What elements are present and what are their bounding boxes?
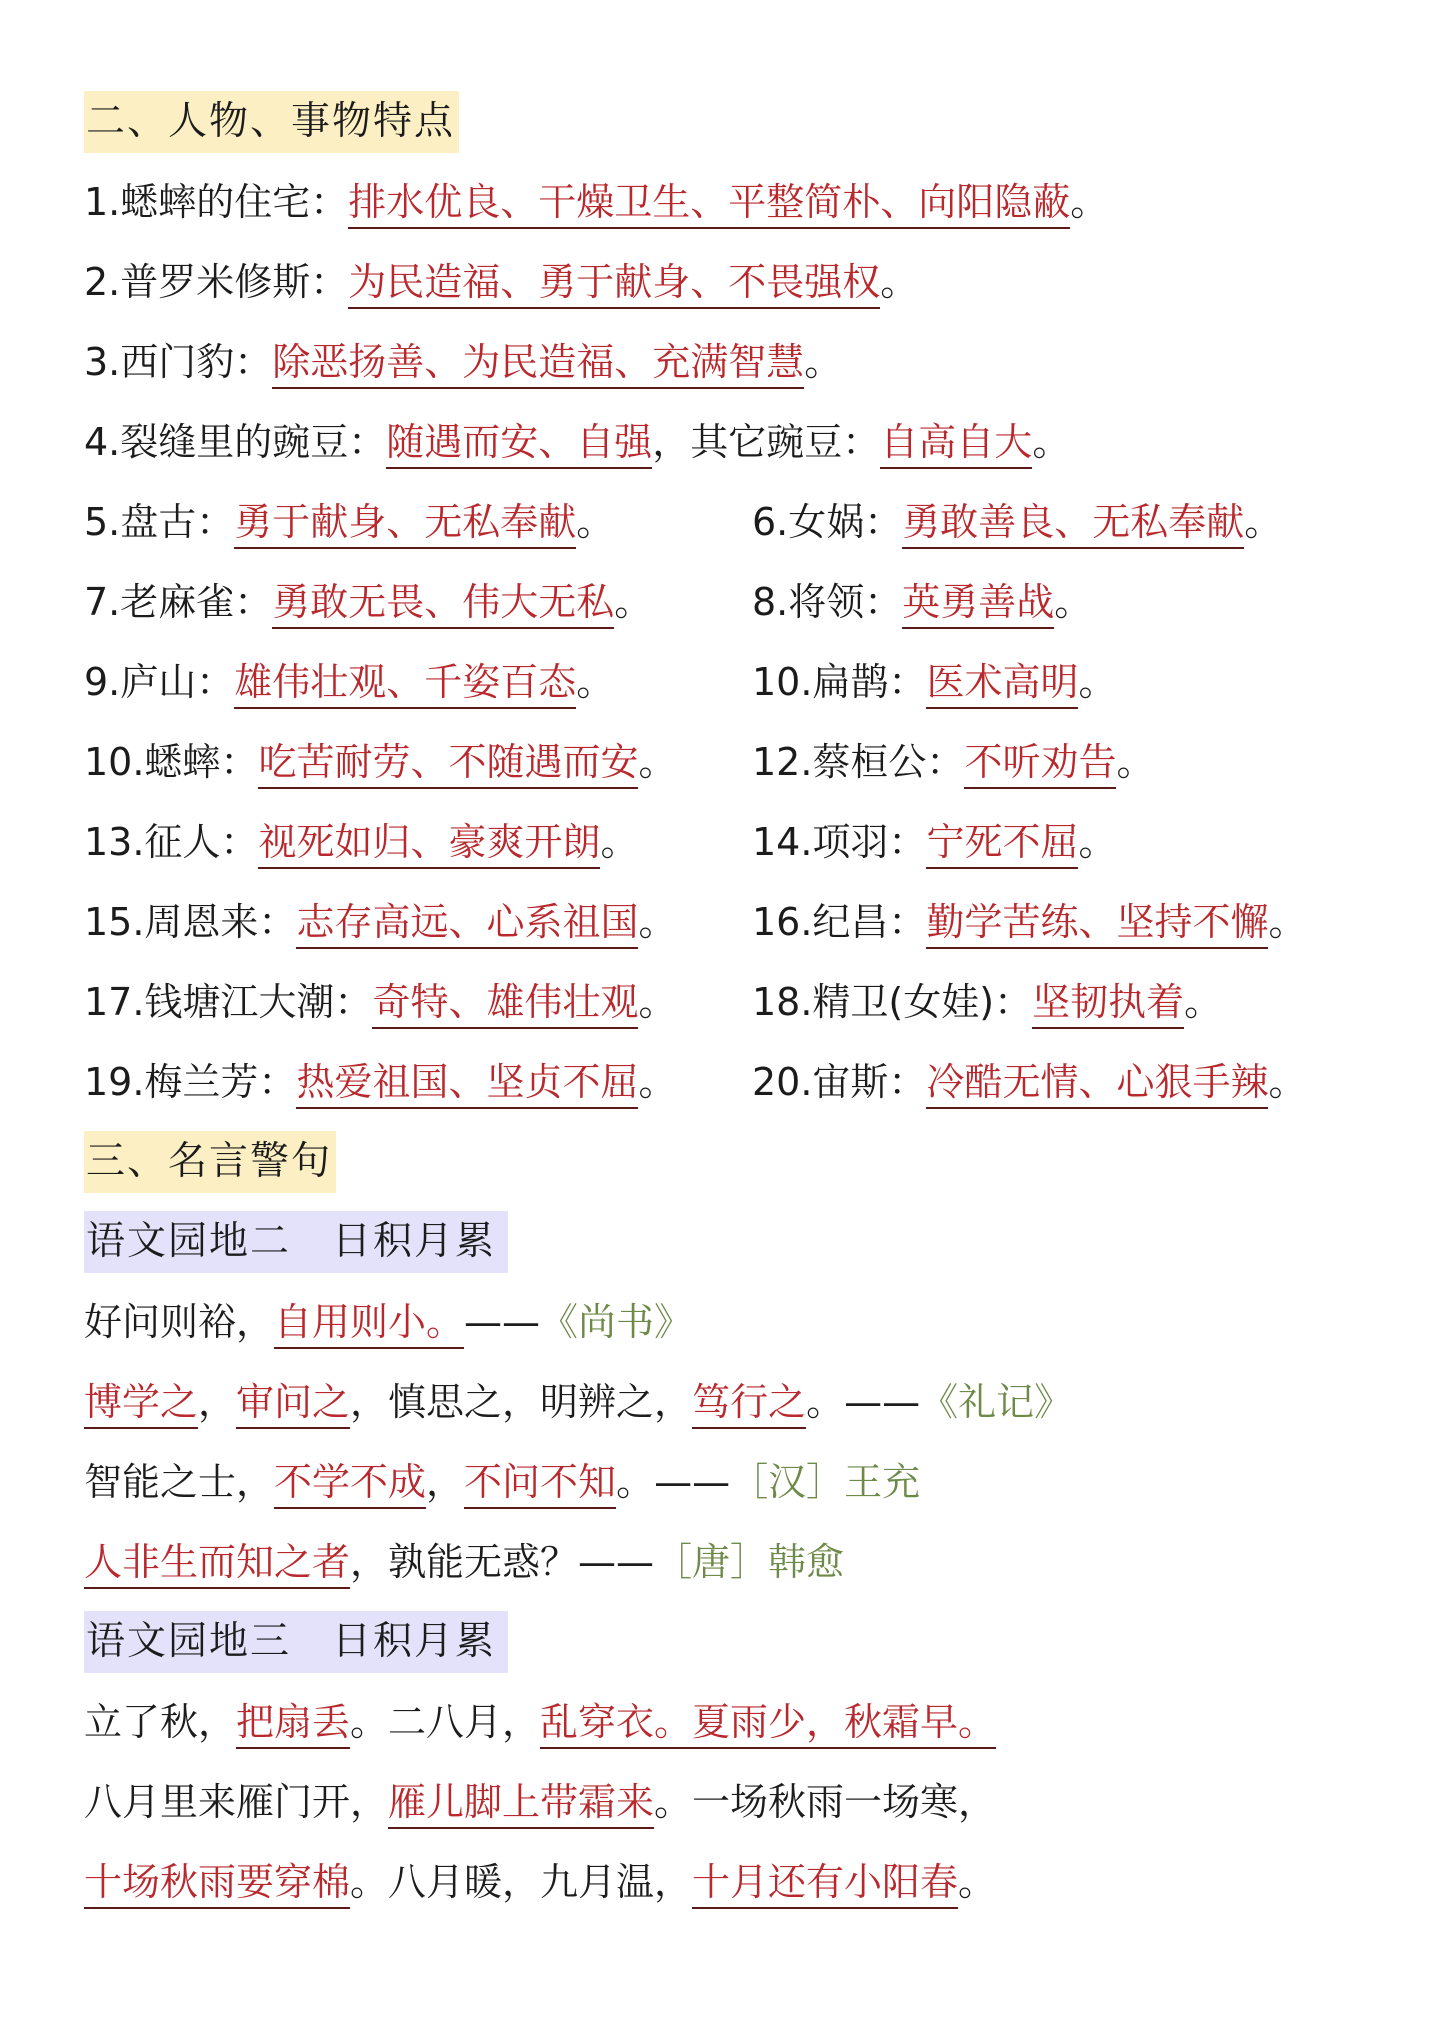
punctuation: 。: [638, 980, 677, 1024]
section-title: 三、名言警句: [84, 1131, 336, 1193]
trait-answer: 勇敢善良、无私奉献: [902, 500, 1244, 549]
quote-text: ——: [464, 1300, 541, 1344]
punctuation: 。: [1070, 180, 1109, 224]
trait-label: 4.裂缝里的豌豆：: [84, 420, 387, 464]
trait-entry: [752, 962, 1222, 1042]
trait-entry: [752, 802, 1116, 882]
section-2-header-row: [84, 82, 1414, 162]
trait-row: [84, 482, 1414, 562]
quote-text: 。——: [616, 1460, 731, 1504]
trait-entry: [752, 642, 1116, 722]
trait-entry: [752, 1042, 1306, 1122]
quote-text: 智能之士，: [84, 1460, 275, 1504]
trait-label: 3.西门豹：: [84, 340, 273, 384]
punctuation: 。: [1054, 580, 1093, 624]
quote-text: 。——: [806, 1380, 921, 1424]
quote-text: 八月里来雁门开，: [84, 1780, 389, 1824]
trait-entry: [84, 1060, 676, 1109]
punctuation: 。: [1116, 740, 1155, 784]
quotes-list: [84, 1202, 1414, 1922]
quote-text: 立了秋，: [84, 1700, 237, 1744]
trait-answer: 志存高远、心系祖国: [296, 900, 638, 949]
quote-answer: 不问不知: [464, 1460, 616, 1509]
punctuation: 。: [1078, 660, 1117, 704]
punctuation: 。: [638, 1060, 677, 1104]
quote-answer: 乱穿衣。夏雨少，秋霜早。: [540, 1700, 996, 1749]
trait-entry: [84, 980, 676, 1029]
punctuation: 。: [638, 900, 677, 944]
trait-label: 18.精卫(女娃)：: [752, 980, 1033, 1024]
trait-row: [84, 722, 1414, 802]
trait-entry: [84, 420, 1070, 469]
punctuation: 。: [600, 820, 639, 864]
punctuation: 。: [614, 580, 653, 624]
quote-source: ［汉］王充: [730, 1460, 921, 1504]
punctuation: 。: [576, 500, 615, 544]
quote-line: [84, 1442, 1414, 1522]
trait-label: 15.周恩来：: [84, 900, 297, 944]
trait-entry: [84, 340, 842, 389]
trait-row: [84, 562, 1414, 642]
punctuation: 。: [1078, 820, 1117, 864]
trait-answer: 排水优良、干燥卫生、平整简朴、向阳隐蔽: [348, 180, 1070, 229]
trait-row: [84, 242, 1414, 322]
quote-answer: 笃行之: [692, 1380, 806, 1429]
trait-answer: 热爱祖国、坚贞不屈: [296, 1060, 638, 1109]
trait-label: 20.宙斯：: [752, 1060, 927, 1104]
trait-answer: 勇敢无畏、伟大无私: [272, 580, 614, 629]
trait-label: 5.盘古：: [84, 500, 235, 544]
quote-text: 。八月暖，九月温，: [350, 1860, 693, 1904]
trait-row: [84, 402, 1414, 482]
quote-line: [84, 1362, 1414, 1442]
trait-label: 13.征人：: [84, 820, 259, 864]
trait-entry: [84, 900, 676, 949]
subsection-header-row: [84, 1202, 1414, 1282]
punctuation: 。: [1268, 900, 1307, 944]
trait-row: [84, 642, 1414, 722]
punctuation: 。: [804, 340, 843, 384]
trait-answer: 奇特、雄伟壮观: [372, 980, 638, 1029]
quote-answer: 博学之: [84, 1380, 198, 1429]
trait-row: [84, 322, 1414, 402]
trait-answer: 宁死不屈: [926, 820, 1078, 869]
traits-list: [84, 162, 1414, 1122]
trait-entry: [752, 482, 1282, 562]
trait-answer: 坚韧执着: [1032, 980, 1184, 1029]
quote-text: ，慎思之，明辨之，: [350, 1380, 693, 1424]
trait-answer: 不听劝告: [964, 740, 1116, 789]
punctuation: 。: [1268, 1060, 1307, 1104]
trait-entry: [84, 580, 652, 629]
quote-line: [84, 1842, 1414, 1922]
trait-label: 10.扁鹊：: [752, 660, 927, 704]
punctuation: 。: [576, 660, 615, 704]
trait-answer: 勤学苦练、坚持不懈: [926, 900, 1268, 949]
trait-label: 19.梅兰芳：: [84, 1060, 297, 1104]
trait-entry: [84, 260, 918, 309]
trait-entry: [84, 820, 638, 869]
trait-answer: 勇于献身、无私奉献: [234, 500, 576, 549]
trait-entry: [752, 882, 1306, 962]
quote-text: 。一场秋雨一场寒，: [654, 1780, 997, 1824]
quote-text: ，孰能无惑？——: [350, 1540, 655, 1584]
subsection-title: 语文园地三 日积月累: [84, 1611, 508, 1673]
trait-label: 2.普罗米修斯：: [84, 260, 349, 304]
trait-answer: 英勇善战: [902, 580, 1054, 629]
quote-answer: 把扇丢: [236, 1700, 350, 1749]
trait-label: 8.将领：: [752, 580, 903, 624]
trait-row: [84, 162, 1414, 242]
trait-entry: [84, 180, 1108, 229]
trait-answer: 雄伟壮观、千姿百态: [234, 660, 576, 709]
trait-label: 12.蔡桓公：: [752, 740, 965, 784]
quote-answer: 自用则小。: [274, 1300, 464, 1349]
section-3-header-row: [84, 1122, 1414, 1202]
trait-label: 6.女娲：: [752, 500, 903, 544]
quote-text: 。: [958, 1860, 997, 1904]
trait-entry: [84, 740, 676, 789]
punctuation: 。: [1184, 980, 1223, 1024]
trait-entry: [752, 722, 1154, 802]
quote-line: [84, 1522, 1414, 1602]
trait-entry: [752, 562, 1092, 642]
subsection-header-row: [84, 1602, 1414, 1682]
trait-answer: 除恶扬善、为民造福、充满智慧: [272, 340, 804, 389]
quote-answer: 十月还有小阳春: [692, 1860, 958, 1909]
quote-source: 《尚书》: [540, 1300, 693, 1344]
trait-entry: [84, 660, 614, 709]
quote-source: ［唐］韩愈: [654, 1540, 845, 1584]
trait-answer: 自高自大: [880, 420, 1032, 469]
punctuation: 。: [1244, 500, 1283, 544]
section-title: 二、人物、事物特点: [84, 91, 459, 153]
trait-row: [84, 882, 1414, 962]
trait-label: ，其它豌豆：: [652, 420, 881, 464]
trait-answer: 为民造福、勇于献身、不畏强权: [348, 260, 880, 309]
quote-line: [84, 1282, 1414, 1362]
worksheet-page: [84, 82, 1414, 1922]
trait-row: [84, 802, 1414, 882]
punctuation: 。: [1032, 420, 1071, 464]
quote-line: [84, 1762, 1414, 1842]
trait-answer: 医术高明: [926, 660, 1078, 709]
quote-answer: 十场秋雨要穿棉: [84, 1860, 350, 1909]
quote-line: [84, 1682, 1414, 1762]
quote-answer: 不学不成: [274, 1460, 426, 1509]
subsection-title: 语文园地二 日积月累: [84, 1211, 508, 1273]
trait-row: [84, 962, 1414, 1042]
punctuation: 。: [880, 260, 919, 304]
trait-label: 1.蟋蟀的住宅：: [84, 180, 349, 224]
quote-answer: 雁儿脚上带霜来: [388, 1780, 654, 1829]
quote-text: ，: [198, 1380, 237, 1424]
punctuation: 。: [638, 740, 677, 784]
trait-answer: 视死如归、豪爽开朗: [258, 820, 600, 869]
trait-label: 16.纪昌：: [752, 900, 927, 944]
trait-entry: [84, 500, 614, 549]
trait-label: 10.蟋蟀：: [84, 740, 259, 784]
trait-label: 17.钱塘江大潮：: [84, 980, 373, 1024]
quote-source: 《礼记》: [920, 1380, 1073, 1424]
trait-label: 7.老麻雀：: [84, 580, 273, 624]
trait-answer: 冷酷无情、心狠手辣: [926, 1060, 1268, 1109]
trait-answer: 吃苦耐劳、不随遇而安: [258, 740, 638, 789]
trait-row: [84, 1042, 1414, 1122]
quote-answer: 人非生而知之者: [84, 1540, 350, 1589]
quote-text: ，: [426, 1460, 465, 1504]
trait-label: 14.项羽：: [752, 820, 927, 864]
quote-text: 。二八月，: [350, 1700, 541, 1744]
trait-label: 9.庐山：: [84, 660, 235, 704]
quote-text: 好问则裕，: [84, 1300, 275, 1344]
trait-answer: 随遇而安、自强: [386, 420, 652, 469]
quote-answer: 审问之: [236, 1380, 350, 1429]
